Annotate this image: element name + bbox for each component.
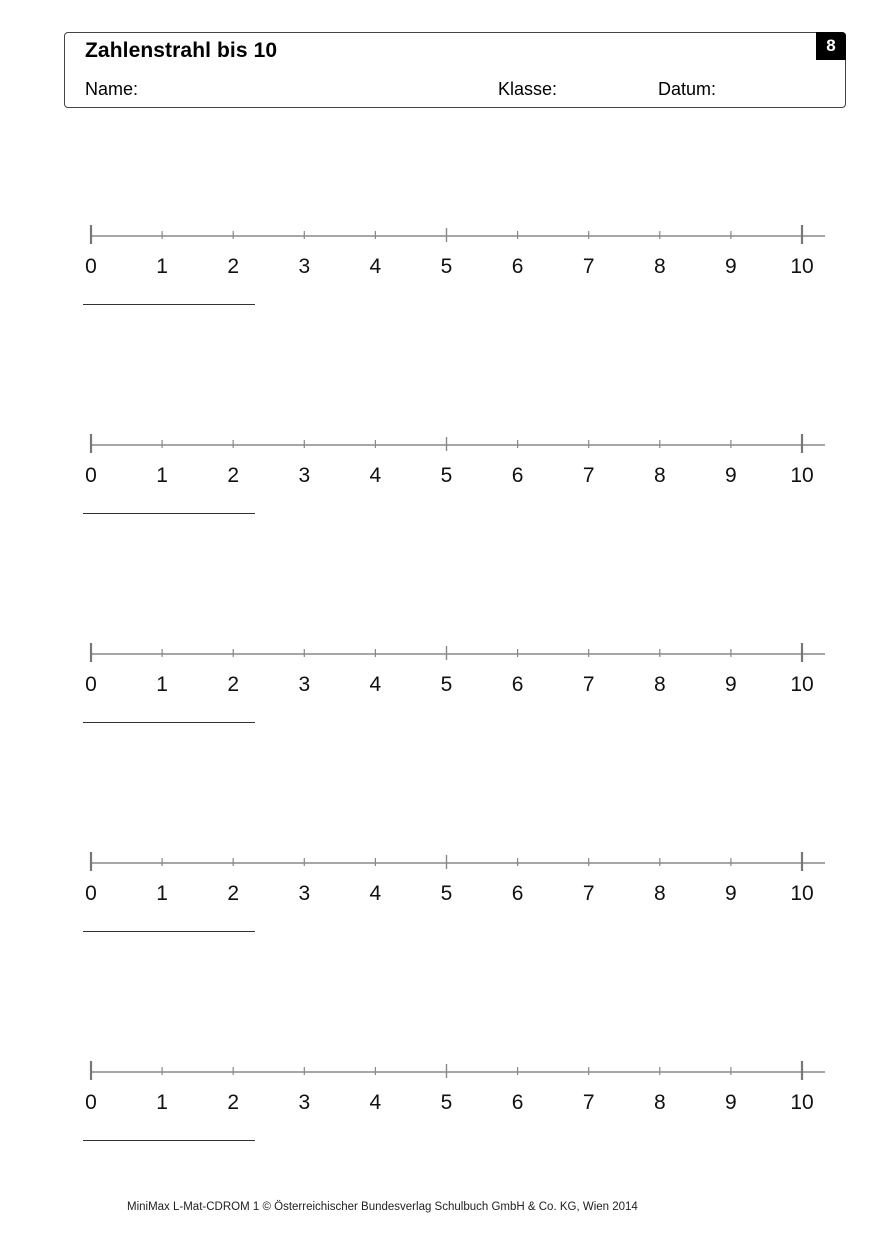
number-line-tick-label: 0 <box>85 882 97 905</box>
number-line-tick-label: 7 <box>582 882 595 905</box>
answer-line <box>83 722 255 723</box>
number-line-tick-label: 0 <box>85 255 97 278</box>
number-line-exercise <box>0 827 890 967</box>
copyright-footer: MiniMax L-Mat-CDROM 1 © Österreichischer Bundesverlag Schulbuch GmbH & Co. KG, Wien 2014 <box>127 1201 638 1213</box>
number-line-tick-label: 7 <box>582 1091 595 1114</box>
number-line-exercise <box>0 618 890 758</box>
answer-line <box>83 513 255 514</box>
number-line-tick-label: 3 <box>298 255 311 278</box>
number-line-tick-label: 1 <box>156 882 168 905</box>
number-line-exercise <box>0 409 890 549</box>
number-line-tick-label: 4 <box>369 673 382 696</box>
number-line-tick-label: 2 <box>227 464 240 487</box>
number-line <box>0 1036 890 1114</box>
number-line <box>0 827 890 905</box>
number-line-tick-label: 5 <box>440 882 453 905</box>
number-line-tick-label: 6 <box>511 673 524 696</box>
number-line-tick-label: 9 <box>725 1091 737 1114</box>
number-line-tick-label: 9 <box>725 673 737 696</box>
worksheet-title: Zahlenstrahl bis 10 <box>85 39 278 62</box>
number-line-tick-label: 8 <box>653 255 666 278</box>
number-line-tick-label: 10 <box>790 673 814 696</box>
number-line-tick-label: 4 <box>369 255 382 278</box>
number-line-tick-label: 2 <box>227 1091 240 1114</box>
number-line-tick-label: 1 <box>156 673 168 696</box>
number-line-tick-label: 2 <box>227 255 240 278</box>
name-label: Name: <box>85 79 139 99</box>
number-line-tick-label: 8 <box>653 673 666 696</box>
number-line-tick-label: 4 <box>369 882 382 905</box>
number-line-tick-label: 0 <box>85 1091 97 1114</box>
number-line-tick-label: 10 <box>790 464 814 487</box>
number-line-tick-label: 8 <box>653 882 666 905</box>
number-line-tick-label: 9 <box>725 464 737 487</box>
number-line-tick-label: 9 <box>725 882 737 905</box>
number-line <box>0 409 890 487</box>
number-line-tick-label: 2 <box>227 882 240 905</box>
number-line-tick-label: 3 <box>298 1091 311 1114</box>
number-line-tick-label: 10 <box>790 255 814 278</box>
number-line-tick-label: 3 <box>298 882 311 905</box>
number-line-tick-label: 8 <box>653 464 666 487</box>
number-line <box>0 618 890 696</box>
answer-line <box>83 931 255 932</box>
number-line-tick-label: 6 <box>511 464 524 487</box>
worksheet-header <box>64 32 846 108</box>
number-line-tick-label: 4 <box>369 1091 382 1114</box>
number-line-tick-label: 7 <box>582 255 595 278</box>
answer-line <box>83 304 255 305</box>
number-line-exercise <box>0 200 890 340</box>
number-line-tick-label: 9 <box>725 255 737 278</box>
number-line-tick-label: 5 <box>440 464 453 487</box>
number-line-tick-label: 3 <box>298 464 311 487</box>
number-line-tick-label: 1 <box>156 464 168 487</box>
number-line-exercise <box>0 1036 890 1176</box>
number-line-tick-label: 10 <box>790 1091 814 1114</box>
number-line-tick-label: 8 <box>653 1091 666 1114</box>
number-line-tick-label: 0 <box>85 464 97 487</box>
number-line-tick-label: 5 <box>440 255 453 278</box>
number-line-tick-label: 5 <box>440 1091 453 1114</box>
number-line <box>0 200 890 278</box>
number-line-tick-label: 6 <box>511 1091 524 1114</box>
number-line-tick-label: 10 <box>790 882 814 905</box>
number-line-tick-label: 3 <box>298 673 311 696</box>
number-line-tick-label: 6 <box>511 882 524 905</box>
page-number-badge: 8 <box>816 32 846 60</box>
number-line-tick-label: 1 <box>156 255 168 278</box>
number-line-tick-label: 6 <box>511 255 524 278</box>
number-line-tick-label: 5 <box>440 673 453 696</box>
number-line-tick-label: 0 <box>85 673 97 696</box>
number-line-tick-label: 7 <box>582 673 595 696</box>
date-label: Datum: <box>658 79 717 99</box>
number-line-tick-label: 4 <box>369 464 382 487</box>
number-line-tick-label: 1 <box>156 1091 168 1114</box>
number-line-tick-label: 2 <box>227 673 240 696</box>
number-line-tick-label: 7 <box>582 464 595 487</box>
class-label: Klasse: <box>498 79 558 99</box>
answer-line <box>83 1140 255 1141</box>
